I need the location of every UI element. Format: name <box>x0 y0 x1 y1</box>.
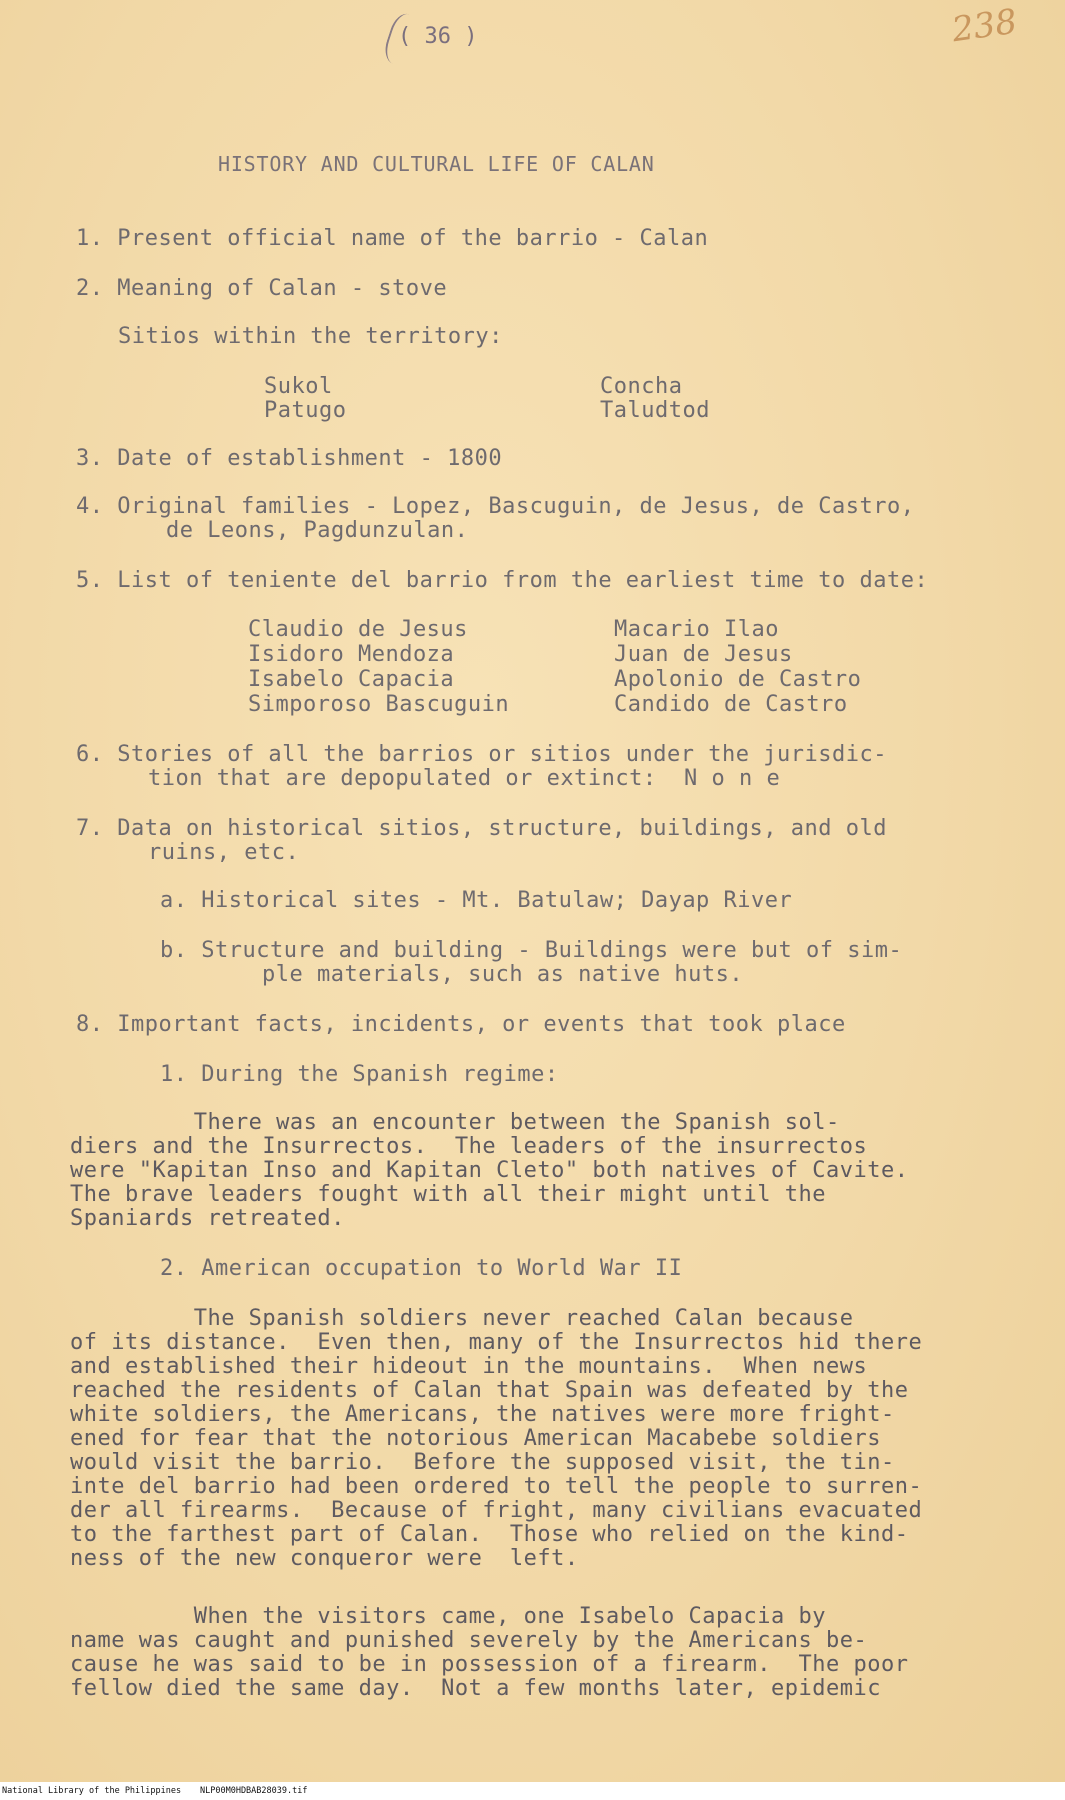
paragraph-line: name was caught and punished severely by the Americans be- <box>70 1628 868 1653</box>
sitio-name: Taludtod <box>600 398 710 423</box>
teniente-name: Simporoso Bascuguin <box>248 692 510 717</box>
teniente-name: Isabelo Capacia <box>248 667 455 692</box>
footer-library-name: National Library of the Philippines <box>2 1786 182 1796</box>
item-4-line-1: 4. Original families - Lopez, Bascuguin, de Jesus, de Castro, <box>76 494 915 519</box>
item-7a: a. Historical sites - Mt. Batulaw; Dayap River <box>160 888 793 913</box>
paragraph-line: and established their hideout in the mountains. When news <box>70 1354 868 1379</box>
teniente-name: Apolonio de Castro <box>614 667 862 692</box>
sitios-heading: Sitios within the territory: <box>118 324 503 349</box>
sitio-name: Patugo <box>264 398 347 423</box>
item-2: 2. Meaning of Calan - stove <box>76 276 448 301</box>
paragraph-line: of its distance. Even then, many of the Insurrectos hid there <box>70 1330 923 1355</box>
item-1: 1. Present official name of the barrio - Calan <box>76 226 709 251</box>
item-3: 3. Date of establishment - 1800 <box>76 446 503 471</box>
item-8: 8. Important facts, incidents, or events that took place <box>76 1012 846 1037</box>
teniente-name: Juan de Jesus <box>614 642 793 667</box>
paragraph-line: When the visitors came, one Isabelo Capacia by <box>70 1604 826 1629</box>
paragraph-line: der all firearms. Because of fright, many civilians evacuated <box>70 1498 923 1523</box>
paragraph-line: ness of the new conqueror were left. <box>70 1546 579 1571</box>
item-4-line-2: de Leons, Pagdunzulan. <box>166 518 469 543</box>
paragraph-line: ened for fear that the notorious American Macabebe soldiers <box>70 1426 881 1451</box>
paragraph-line: diers and the Insurrectos. The leaders of the insurrectos <box>70 1134 868 1159</box>
paragraph-line: would visit the barrio. Before the supposed visit, the tin- <box>70 1450 895 1475</box>
paragraph-line: inte del barrio had been ordered to tell the people to surren- <box>70 1474 923 1499</box>
paragraph-line: cause he was said to be in possession of a firearm. The poor <box>70 1652 909 1677</box>
item-6-line-1: 6. Stories of all the barrios or sitios under the jurisdic- <box>76 742 887 767</box>
paragraph-line: fellow died the same day. Not a few months later, epidemic <box>70 1676 881 1701</box>
scan-footer <box>0 1782 1065 1800</box>
item-5: 5. List of teniente del barrio from the earliest time to date: <box>76 568 929 593</box>
paragraph-line: were "Kapitan Inso and Kapitan Cleto" both natives of Cavite. <box>70 1158 909 1183</box>
item-7-line-1: 7. Data on historical sitios, structure, buildings, and old <box>76 816 887 841</box>
handwritten-page-number: 238 <box>949 1 1020 51</box>
teniente-name: Macario Ilao <box>614 617 779 642</box>
item-7-line-2: ruins, etc. <box>148 840 300 865</box>
teniente-name: Candido de Castro <box>614 692 848 717</box>
sitio-name: Sukol <box>264 374 333 399</box>
sitio-name: Concha <box>600 374 683 399</box>
paragraph-line: The Spanish soldiers never reached Calan because <box>70 1306 854 1331</box>
footer-file-name: NLP00M0HDBAB28039.tif <box>200 1786 308 1796</box>
paragraph-line: There was an encounter between the Spanish sol- <box>70 1110 840 1135</box>
item-7b-line-1: b. Structure and building - Buildings were but of sim- <box>160 938 903 963</box>
subheading-spanish-regime: 1. During the Spanish regime: <box>160 1062 559 1087</box>
page-number: ( 36 ) <box>398 24 478 49</box>
paragraph-line: Spaniards retreated. <box>70 1206 345 1231</box>
teniente-name: Isidoro Mendoza <box>248 642 455 667</box>
document-title: HISTORY AND CULTURAL LIFE OF CALAN <box>218 152 655 176</box>
paragraph-line: to the farthest part of Calan. Those who relied on the kind- <box>70 1522 909 1547</box>
item-6-line-2: tion that are depopulated or extinct: N o n e <box>148 766 781 791</box>
subheading-american-occupation: 2. American occupation to World War II <box>160 1256 683 1281</box>
paragraph-line: The brave leaders fought with all their might until the <box>70 1182 826 1207</box>
item-7b-line-2: ple materials, such as native huts. <box>262 962 744 987</box>
paragraph-line: white soldiers, the Americans, the natives were more fright- <box>70 1402 895 1427</box>
paragraph-line: reached the residents of Calan that Spain was defeated by the <box>70 1378 909 1403</box>
teniente-name: Claudio de Jesus <box>248 617 468 642</box>
